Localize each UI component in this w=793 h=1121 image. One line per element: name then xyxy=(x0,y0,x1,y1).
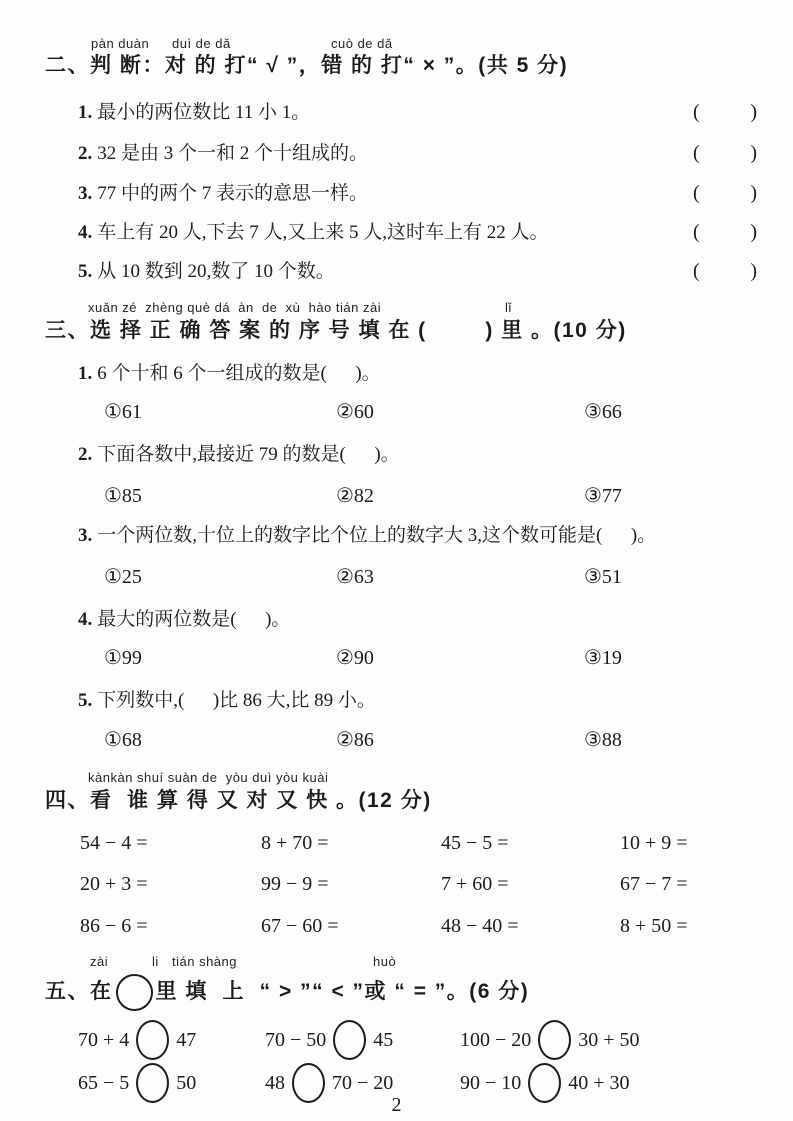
bracket-close: ) xyxy=(750,221,757,243)
option-2-2: ②82 xyxy=(336,485,374,507)
section-judge-title: 二、判 断：对 的 打“ √ ”，错 的 打“ × ”。(共 5 分) xyxy=(45,54,569,77)
compare-item-3 xyxy=(460,1020,640,1060)
option-1-3: ③66 xyxy=(584,401,622,423)
judge-item-3 xyxy=(78,180,757,207)
bracket-open: ( xyxy=(693,182,700,204)
choice-question-5 xyxy=(78,689,778,714)
left-expression: 70 − 50 xyxy=(265,1028,327,1051)
answer-circle xyxy=(538,1020,571,1060)
option-4-1: ①99 xyxy=(104,647,142,669)
judge-item-text xyxy=(78,101,310,126)
calc-expression: 99 − 9 = xyxy=(261,873,329,895)
item-statement: 最小的两位数比 11 小 1。 xyxy=(97,102,311,123)
option-5-3: ③88 xyxy=(584,729,622,751)
calc-expression: 86 − 6 = xyxy=(80,915,148,937)
pinyin-huo: huò xyxy=(373,954,397,969)
bracket-close: ) xyxy=(750,182,757,204)
option-5-2: ②86 xyxy=(336,729,374,751)
compare-title-suffix: 里 填 上 “ > ”“ < ”或 “ = ”。(6 分) xyxy=(155,980,530,1004)
answer-brackets xyxy=(693,219,757,245)
left-expression: 100 − 20 xyxy=(460,1028,532,1051)
calc-expression: 54 − 4 = xyxy=(80,832,148,854)
answer-brackets xyxy=(693,258,757,284)
compare-item-1 xyxy=(78,1020,196,1060)
calc-expression: 7 + 60 = xyxy=(441,873,509,895)
question-text: 下列数中,( )比 86 大,比 89 小。 xyxy=(97,690,376,711)
calc-expression: 67 − 60 = xyxy=(261,915,339,937)
option-2-3: ③77 xyxy=(584,485,622,507)
question-number: 4. xyxy=(78,609,93,630)
question-text: 下面各数中,最接近 79 的数是( )。 xyxy=(97,444,400,465)
answer-circle xyxy=(333,1020,366,1060)
section-compare-title xyxy=(45,974,529,1011)
right-expression: 70 − 20 xyxy=(332,1071,394,1094)
item-statement: 77 中的两个 7 表示的意思一样。 xyxy=(97,183,369,204)
right-expression: 30 + 50 xyxy=(578,1028,640,1051)
question-number: 3. xyxy=(78,525,93,546)
compare-title-prefix: 五、在 xyxy=(45,980,113,1004)
question-number: 5. xyxy=(78,690,93,711)
item-number: 4. xyxy=(78,222,93,243)
pinyin-tian-shang: tián shàng xyxy=(172,954,237,969)
item-number: 2. xyxy=(78,143,93,164)
answer-brackets xyxy=(693,180,757,206)
bracket-close: ) xyxy=(750,260,757,282)
bracket-open: ( xyxy=(693,221,700,243)
item-statement: 车上有 20 人,下去 7 人,又上来 5 人,这时车上有 22 人。 xyxy=(97,222,549,243)
calc-expression: 67 − 7 = xyxy=(620,873,688,895)
pinyin-li: li xyxy=(152,954,159,969)
option-2-1: ①85 xyxy=(104,485,142,507)
right-expression: 47 xyxy=(176,1028,197,1051)
question-number: 1. xyxy=(78,363,93,384)
section-calc-title: 四、看 谁 算 得 又 对 又 快 。(12 分) xyxy=(45,789,432,812)
option-3-2: ②63 xyxy=(336,566,374,588)
question-number: 2. xyxy=(78,444,93,465)
pinyin-cuo-de-da: cuò de dǎ xyxy=(331,36,393,51)
calc-expression: 20 + 3 = xyxy=(80,873,148,895)
judge-item-2 xyxy=(78,140,757,167)
right-expression: 50 xyxy=(176,1071,197,1094)
option-1-1: ①61 xyxy=(104,401,142,423)
judge-item-text xyxy=(78,182,368,207)
pinyin-zai: zài xyxy=(90,954,109,969)
right-expression: 40 + 30 xyxy=(568,1071,630,1094)
option-5-1: ①68 xyxy=(104,729,142,751)
item-statement: 从 10 数到 20,数了 10 个数。 xyxy=(97,261,335,282)
choice-question-3 xyxy=(78,524,778,549)
judge-item-text xyxy=(78,221,549,246)
option-3-1: ①25 xyxy=(104,566,142,588)
calc-expression: 48 − 40 = xyxy=(441,915,519,937)
judge-item-text xyxy=(78,142,368,167)
left-expression: 65 − 5 xyxy=(78,1071,130,1094)
question-text: 最大的两位数是( )。 xyxy=(97,609,291,630)
bracket-open: ( xyxy=(693,101,700,123)
judge-item-1 xyxy=(78,99,757,126)
left-expression: 48 xyxy=(265,1071,285,1094)
item-number: 5. xyxy=(78,261,93,282)
bracket-close: ) xyxy=(750,101,757,123)
bracket-open: ( xyxy=(693,260,700,282)
question-text: 一个两位数,十位上的数字比个位上的数字大 3,这个数可能是( )。 xyxy=(97,525,657,546)
section-choice-title: 三、选 择 正 确 答 案 的 序 号 填 在 ( ) 里 。(10 分) xyxy=(45,319,627,342)
judge-item-5 xyxy=(78,258,757,285)
item-number: 3. xyxy=(78,183,93,204)
page-number: 2 xyxy=(391,1094,402,1116)
calc-expression: 8 + 50 = xyxy=(620,915,688,937)
choice-question-2 xyxy=(78,443,778,468)
left-expression: 90 − 10 xyxy=(460,1071,522,1094)
pinyin-pan-duan: pàn duàn xyxy=(91,36,150,51)
answer-circle xyxy=(116,974,153,1011)
right-expression: 45 xyxy=(373,1028,394,1051)
answer-brackets xyxy=(693,99,757,125)
answer-brackets xyxy=(693,140,757,166)
choice-question-1 xyxy=(78,362,778,387)
option-4-2: ②90 xyxy=(336,647,374,669)
bracket-open: ( xyxy=(693,142,700,164)
judge-item-4 xyxy=(78,219,757,246)
pinyin-li: lǐ xyxy=(505,300,512,315)
calc-expression: 10 + 9 = xyxy=(620,832,688,854)
answer-circle xyxy=(136,1020,169,1060)
option-1-2: ②60 xyxy=(336,401,374,423)
left-expression: 70 + 4 xyxy=(78,1028,130,1051)
choice-question-4 xyxy=(78,608,778,633)
pinyin-dui-de-da: duì de dǎ xyxy=(172,36,231,51)
option-3-3: ③51 xyxy=(584,566,622,588)
item-number: 1. xyxy=(78,102,93,123)
compare-item-2 xyxy=(265,1020,393,1060)
pinyin-xuanze-line: xuǎn zé zhèng què dá àn de xù hào tián zài xyxy=(88,300,382,315)
calc-expression: 8 + 70 = xyxy=(261,832,329,854)
item-statement: 32 是由 3 个一和 2 个十组成的。 xyxy=(97,143,369,164)
bracket-close: ) xyxy=(750,142,757,164)
question-text: 6 个十和 6 个一组成的数是( )。 xyxy=(97,363,381,384)
calc-expression: 45 − 5 = xyxy=(441,832,509,854)
judge-item-text xyxy=(78,260,335,285)
option-4-3: ③19 xyxy=(584,647,622,669)
pinyin-kankan-line: kànkàn shuí suàn de yòu duì yòu kuài xyxy=(88,770,329,785)
